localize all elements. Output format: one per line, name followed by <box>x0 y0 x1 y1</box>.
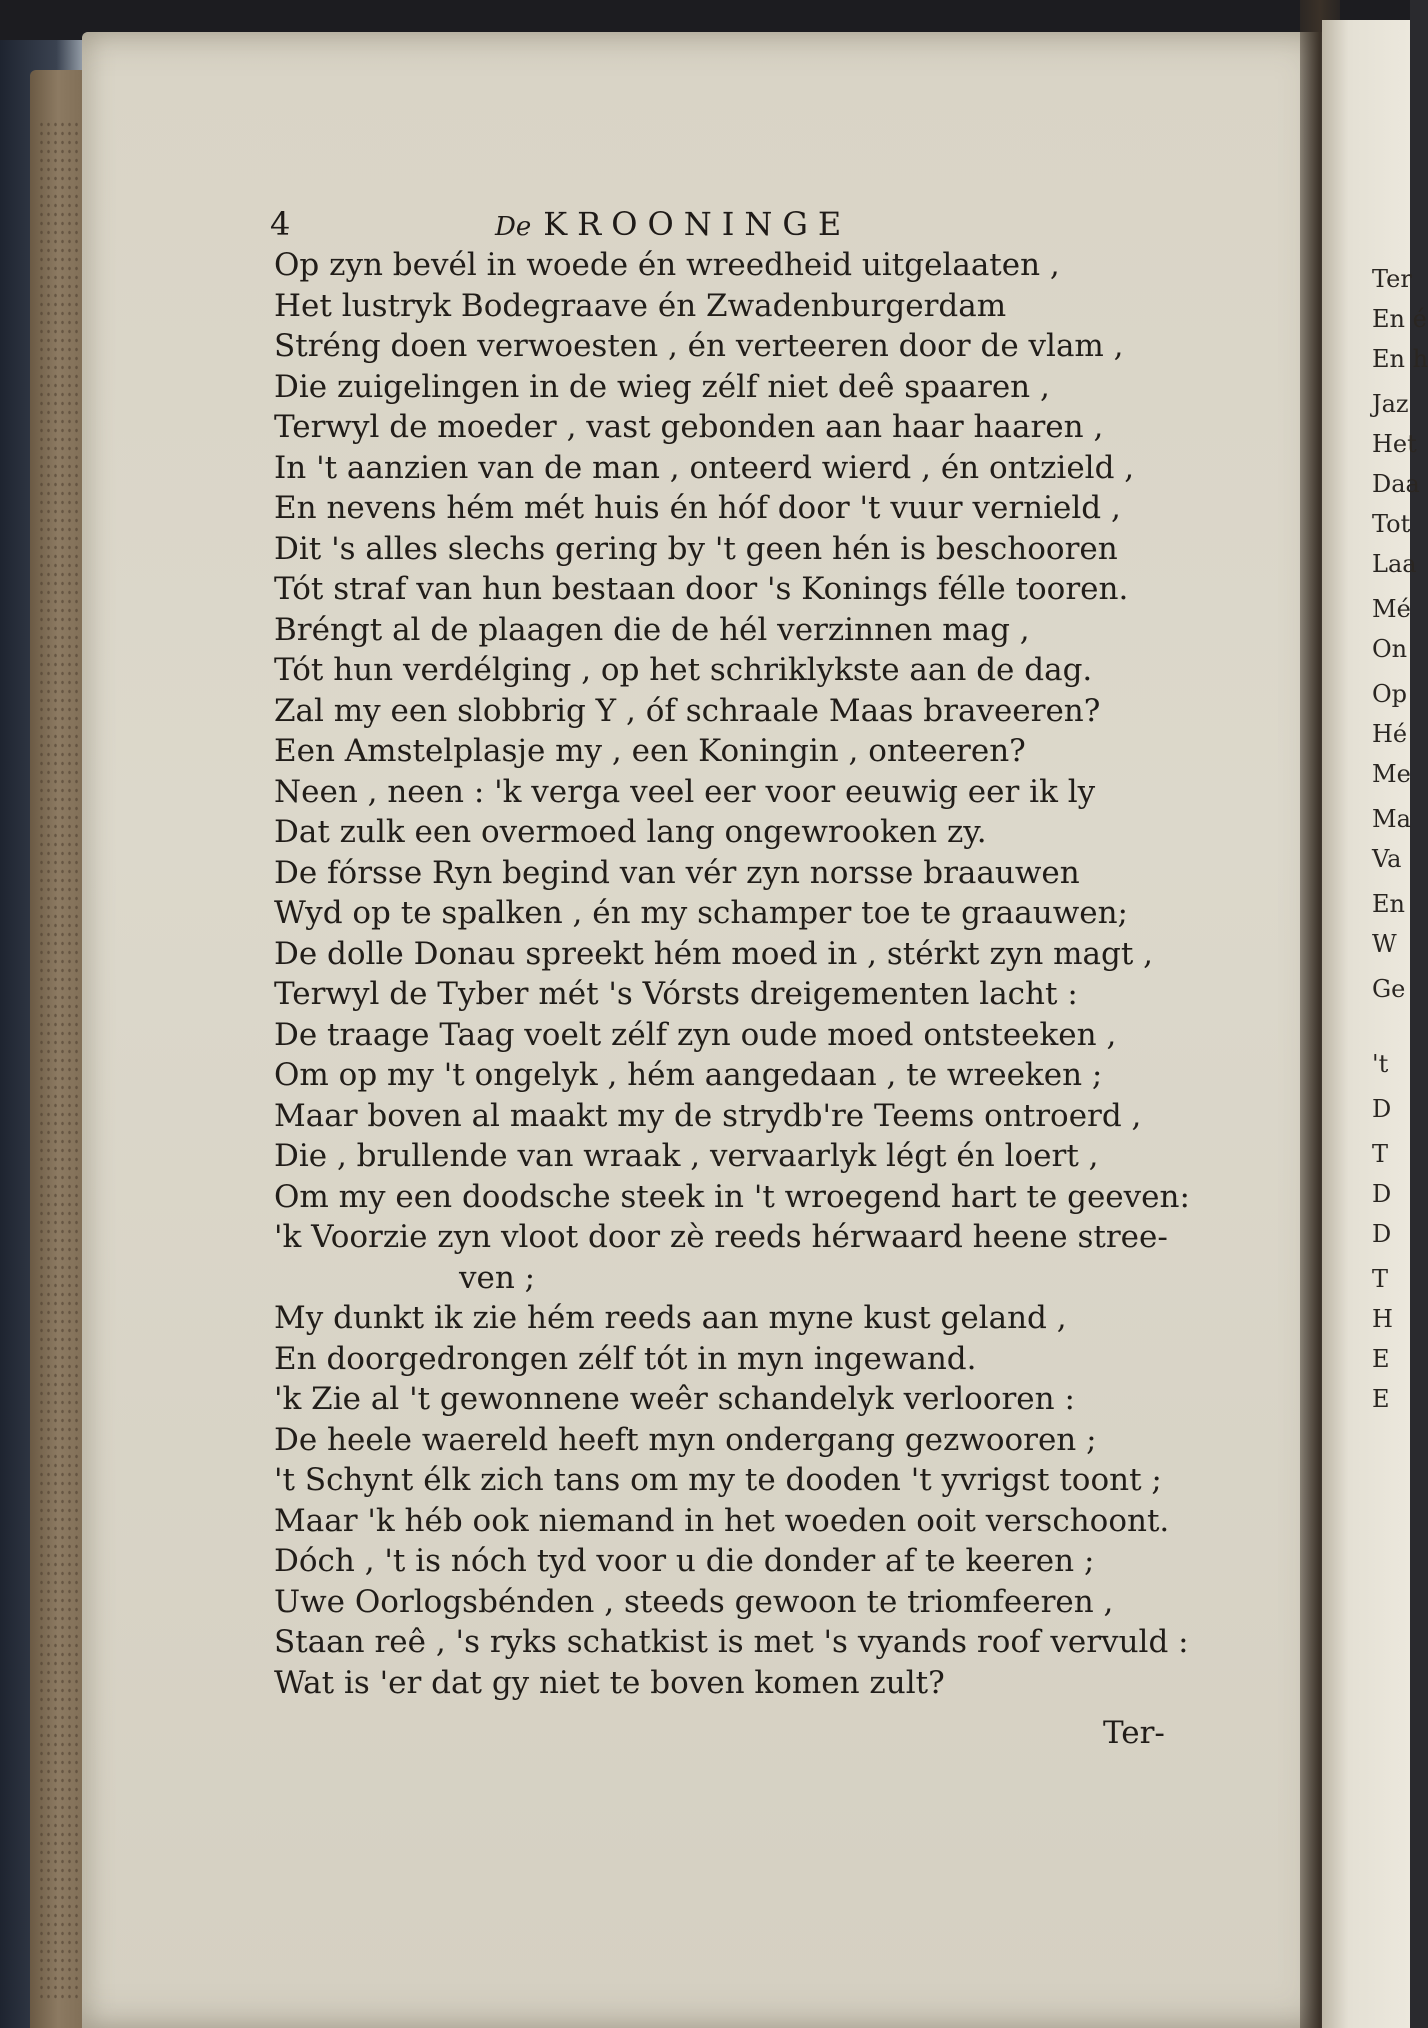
verse-line: 'k Zie al 't gewonnene weêr schandelyk verlooren : <box>274 1381 1075 1417</box>
verse-line: Om my een doodsche steek in 't wroegend hart te geeven: <box>274 1178 1190 1215</box>
catchword: Ter- <box>1103 1715 1165 1751</box>
title-main: KROONINGE <box>543 205 852 243</box>
verse-line: Die , brullende van wraak , vervaarlyk légt én loert , <box>274 1138 1099 1174</box>
verse-line: In 't aanzien van de man , onteerd wierd , én ontzield , <box>274 449 1135 486</box>
verse-line: De fórsse Ryn begind van vér zyn norsse braauwen <box>274 854 1080 891</box>
facing-page-fragment: En <box>1372 890 1405 918</box>
facing-page-fragment: 't <box>1372 1050 1389 1078</box>
facing-page-fragment: Va <box>1372 845 1402 873</box>
facing-page-fragment: Daa <box>1372 470 1420 498</box>
facing-page-fragment: D <box>1372 1180 1392 1208</box>
verse-line: Om op my 't ongelyk , hém aangedaan , te wreeken ; <box>274 1057 1103 1093</box>
facing-page-fragment: D <box>1372 1220 1392 1248</box>
verse-line: Tót straf van hun bestaan door 's Konings félle tooren. <box>274 571 1129 607</box>
verse-line: Neen , neen : 'k verga veel eer voor eeuwig eer ik ly <box>274 773 1096 810</box>
verse-line: Maar boven al maakt my de strydb're Teems ontroerd , <box>274 1097 1142 1134</box>
verse-line: Dóch , 't is nóch tyd voor u die donder af te keeren ; <box>274 1543 1095 1579</box>
facing-page-fragment: H <box>1372 1305 1393 1333</box>
facing-page-fragment: Tot <box>1372 510 1411 538</box>
facing-page-fragment: Ter <box>1372 265 1412 293</box>
facing-page-fragment: Hé <box>1372 720 1408 748</box>
verse-line: De dolle Donau spreekt hém moed in , stérkt zyn magt , <box>274 935 1154 972</box>
verse-line: De heele waereld heeft myn ondergang gezwooren ; <box>274 1421 1097 1458</box>
verse-line: Op zyn bevél in woede én wreedheid uitgelaaten , <box>274 247 1060 283</box>
facing-page-fragment: Jaz <box>1372 390 1409 418</box>
facing-page-fragment: Laa <box>1372 550 1417 578</box>
verse-line: En nevens hém mét huis én hóf door 't vuur vernield , <box>274 490 1121 526</box>
facing-page-fragment: D <box>1372 1095 1392 1123</box>
facing-page <box>1322 20 1428 2028</box>
facing-page-fragment: E <box>1372 1345 1390 1373</box>
verse-line: Wyd op te spalken , én my schamper toe te graauwen; <box>274 895 1128 931</box>
facing-page-fragment: En é <box>1372 305 1427 333</box>
facing-page-fragment: Me <box>1372 760 1411 788</box>
verse-line: Terwyl de moeder , vast gebonden aan haar haaren , <box>274 409 1104 445</box>
facing-page-fragment: Het <box>1372 430 1417 458</box>
verse-line: Maar 'k héb ook niemand in het woeden ooit verschoont. <box>274 1502 1170 1539</box>
verse-line: Tót hun verdélging , op het schriklykste aan de dag. <box>274 652 1093 688</box>
facing-page-fragment: W <box>1372 930 1397 958</box>
running-head <box>270 205 970 245</box>
verse-line: ven ; <box>459 1259 536 1296</box>
page-number: 4 <box>270 205 291 243</box>
verse-line: Uwe Oorlogsbénden , steeds gewoon te triomfeeren , <box>274 1583 1114 1620</box>
facing-page-fragment: T <box>1372 1140 1389 1168</box>
verse-line: Een Amstelplasje my , een Koningin , onteeren? <box>274 733 1026 769</box>
verse-line: Staan reê , 's ryks schatkist is met 's vyands roof vervuld : <box>274 1624 1189 1660</box>
verse-line: Die zuigelingen in de wieg zélf niet deê spaaren , <box>274 368 1050 405</box>
facing-page-fragment: E <box>1372 1385 1390 1413</box>
facing-page-fragment: En h <box>1372 345 1428 373</box>
verse-line: Zal my een slobbrig Y , óf schraale Maas braveeren? <box>274 692 1101 729</box>
verse-line: De traage Taag voelt zélf zyn oude moed ontsteeken , <box>274 1016 1117 1053</box>
verse-line: Het lustryk Bodegraave én Zwadenburgerdam <box>274 287 1007 324</box>
facing-page-fragment: Mé <box>1372 595 1411 623</box>
verse-line: 't Schynt élk zich tans om my te dooden 't yvrigst toont ; <box>274 1462 1162 1498</box>
facing-page-fragment: Ge <box>1372 975 1406 1003</box>
verse-line: Terwyl de Tyber mét 's Vórsts dreigementen lacht : <box>274 976 1078 1012</box>
running-title <box>495 205 851 243</box>
facing-page-fragment: On <box>1372 635 1408 663</box>
verse-line: Dat zulk een overmoed lang ongewrooken zy. <box>274 814 987 850</box>
verse-line: Bréngt al de plaagen die de hél verzinnen mag , <box>274 611 1030 648</box>
verse-block <box>274 245 1214 1703</box>
facing-page-fragment: Ma <box>1372 805 1411 833</box>
verse-line: 'k Voorzie zyn vloot door zè reeds hérwaard heene stree- <box>274 1219 1168 1255</box>
cover-speckle-pattern <box>38 120 88 2000</box>
verse-line: Wat is 'er dat gy niet te boven komen zult? <box>274 1664 945 1701</box>
title-prefix: De <box>495 212 532 242</box>
verse-line: Dit 's alles slechs gering by 't geen hén is beschooren <box>274 530 1118 567</box>
verse-line: My dunkt ik zie hém reeds aan myne kust geland , <box>274 1300 1067 1336</box>
verse-line: En doorgedrongen zélf tót in myn ingewand. <box>274 1340 977 1377</box>
facing-page-fragment: T <box>1372 1265 1389 1293</box>
verse-line: Stréng doen verwoesten , én verteeren door de vlam , <box>274 328 1124 364</box>
facing-page-fragment: Op <box>1372 680 1408 708</box>
